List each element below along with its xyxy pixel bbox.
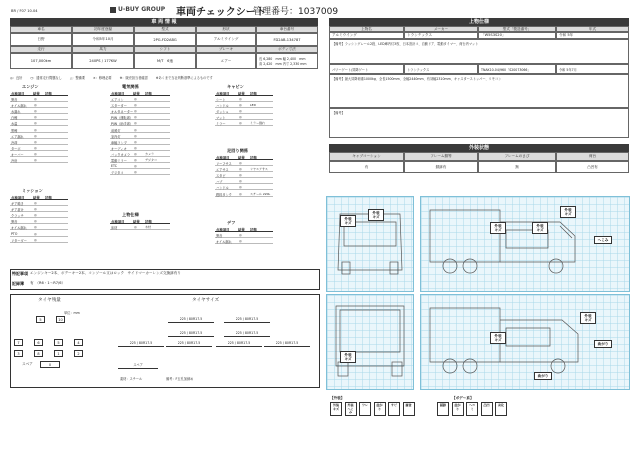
- electric-item-name: P/W（助手席）: [111, 122, 134, 127]
- other-item-name: 異音: [216, 234, 223, 238]
- electric-item-result: ◎: [134, 121, 137, 126]
- vehicle-info-title: 車 両 情 報: [10, 18, 318, 26]
- key-item: 曲がり: [452, 402, 464, 416]
- tyre-unit: 単位：mm: [64, 311, 80, 315]
- mission-item-result: ◎: [34, 219, 37, 224]
- col-item-header: 点検項目: [111, 92, 125, 96]
- cabin-item-result: ◎: [239, 115, 242, 120]
- electric-item-name: 前照灯: [111, 128, 121, 133]
- tag-label: 外装: [344, 217, 352, 221]
- tyre-size: 225 / 80R17.5: [224, 330, 270, 337]
- undercarriage-item-result: ◎: [239, 161, 242, 165]
- exterior-header: フレーム錆等: [404, 152, 478, 161]
- tag-sublabel: キズ: [536, 228, 544, 233]
- wheel-material: 素材：スチール: [120, 377, 143, 381]
- damage-tag-side-bottom: [490, 332, 506, 344]
- damage-tag-bottom-curve: 曲がり: [594, 340, 612, 348]
- electric-item-result: ◎: [134, 139, 137, 144]
- col-result-header: 結果: [33, 196, 40, 200]
- cabin-item-result: ◎: [239, 97, 242, 101]
- electric-item-name: デジタコ: [111, 171, 124, 176]
- key-item: 外装キズ: [330, 402, 342, 416]
- undercarriage-item-result: ◎: [239, 179, 242, 184]
- col-status-header: 状態: [250, 156, 257, 160]
- key-item: 外装へこみ: [345, 402, 357, 416]
- tyre-remaining-title: タイヤ残量: [38, 298, 61, 303]
- other-item-name: オイル漏れ: [216, 240, 232, 245]
- mission-item-result: ◎: [34, 207, 37, 212]
- cabin-item-name: ミラー: [216, 122, 226, 127]
- tyre-rear: 2: [74, 350, 83, 357]
- mission-item-name: クラッチ: [11, 214, 24, 219]
- mission-item-result: ◎: [34, 231, 37, 236]
- tag-sublabel: キズ: [564, 212, 572, 217]
- cabin-item-name: シート: [216, 98, 226, 102]
- management-label: 管理番号：: [253, 7, 299, 17]
- key-item: 劣化: [495, 402, 507, 416]
- electric-item-status: デジタコ: [145, 158, 157, 162]
- engine-item-name: ターボ: [11, 146, 21, 151]
- tag-label: 外装: [584, 314, 592, 318]
- vehicle-value-cell: 240PS / 177KW: [72, 53, 134, 69]
- vehicle-header-cell: 走行: [10, 46, 72, 53]
- col-status-header: 状態: [250, 92, 257, 96]
- mission-item-result: ◎: [34, 237, 37, 242]
- equip-row2-cell: パワーゲート/昇降ゲート: [329, 64, 404, 74]
- electric-item-name: オルタネーター: [111, 110, 134, 115]
- exterior-title: 外装状態: [329, 144, 629, 152]
- tyre-front-right: 10: [56, 316, 65, 323]
- engine-item-name: 黒煙: [11, 128, 18, 133]
- engine-item-name: 冷房: [11, 159, 18, 163]
- tag-label: 外装: [564, 208, 572, 212]
- equip-row1-cell: トランテックス: [404, 32, 478, 39]
- undercarriage-item-result: ◎: [239, 191, 242, 196]
- legend-repair: ×：修理必要: [93, 76, 112, 80]
- spare-value: 0: [40, 361, 60, 368]
- cabin-item-result: ◎: [239, 109, 242, 114]
- cabin-item-name: ハンドル: [216, 104, 229, 109]
- undercarriage-item-status: スチール 220L: [250, 191, 271, 196]
- col-result-header: 結果: [133, 220, 140, 224]
- damage-tag-rear-left: [340, 351, 356, 363]
- body-height-inner: 高 2,420 mm 内寸 2,330 mm: [259, 62, 307, 66]
- col-result-header: 結果: [238, 92, 245, 96]
- col-status-header: 状態: [45, 92, 52, 96]
- mission-item-name: ギア鳴き: [11, 202, 24, 206]
- col-item-header: 点検項目: [216, 92, 230, 96]
- col-result-header: 結果: [238, 228, 245, 232]
- body-length-width: 長 6,280 mm 幅 2,400 mm: [259, 57, 306, 61]
- tyre-size: 225 / 80R17.5: [118, 340, 164, 347]
- mission-item-result: ◎: [34, 201, 37, 205]
- tag-label: 外装: [372, 211, 380, 215]
- col-result-header: 結果: [238, 156, 245, 160]
- undercarriage-item-name: エアサス: [216, 168, 229, 173]
- damage-tag-front-left: [340, 215, 356, 227]
- electric-item-result: ◎: [134, 158, 137, 162]
- vehicle-header-cell: シフト: [134, 46, 196, 53]
- tag-sublabel: キズ: [372, 215, 380, 220]
- col-status-header: 状態: [250, 228, 257, 232]
- vehicle-header-cell: ボディ寸法: [256, 46, 318, 53]
- key-item: サビ: [388, 402, 400, 416]
- tyre-size: 225 / 80R17.5: [216, 340, 262, 347]
- exterior-value: 凸凹有: [556, 161, 629, 173]
- tyre-size: 225 / 80R17.5: [168, 330, 214, 337]
- equip-note1: 【備考】ラッシングレール2段、LED庫内灯3枚、日本設計コ、自動ドア、電動タイマー、荷台内マット: [329, 39, 629, 64]
- col-item-header: 点検項目: [11, 196, 25, 200]
- form-code: BR / F07 10.04: [11, 9, 38, 13]
- undercarriage-item-result: ◎: [239, 185, 242, 190]
- tyre-rear: 4: [74, 339, 83, 346]
- equip-note2: 【備考】最大昇降荷重1000kg、全長1500mm、全幅2440mm、有効幅2310mm、キャスターストッパー、リモコン: [329, 74, 629, 108]
- mission-item-name: オイル漏れ: [11, 226, 27, 231]
- col-item-header: 点検項目: [111, 220, 125, 224]
- tyre-size: 225 / 80R17.5: [224, 316, 270, 323]
- col-result-header: 結果: [133, 92, 140, 96]
- key-body-label: 【ボデー系】: [452, 396, 474, 400]
- mission-item-name: 異音: [11, 220, 18, 225]
- engine-item-result: ◎: [34, 121, 37, 126]
- undercarriage-item-name: 燃料タンク: [216, 192, 232, 197]
- electric-item-result: ◎: [134, 151, 137, 156]
- engine-item-name: オーバー: [11, 152, 24, 157]
- tag-sublabel: キズ: [584, 318, 592, 323]
- legend-confirm: ※：販売担当者確認: [119, 76, 148, 80]
- equip-header: 年式: [556, 26, 629, 32]
- vehicle-header-cell: 初年度登録: [72, 26, 134, 33]
- tag-label: 外装: [344, 353, 352, 357]
- engine-item-result: ◎: [34, 97, 37, 101]
- wheel-note: 備考：F五孔加締め: [166, 377, 194, 381]
- mission-item-name: ギア抜け: [11, 208, 24, 213]
- col-item-header: 点検項目: [11, 92, 25, 96]
- tyre-size: 225 / 80R17.5: [166, 340, 212, 347]
- vehicle-header-cell: ブレーキ: [196, 46, 256, 53]
- tyre-rear: 7: [14, 339, 23, 346]
- undercarriage-section-title: 足回り関係: [227, 148, 248, 153]
- exterior-value: 有: [329, 161, 404, 173]
- special-notes-label: 特記事項: [12, 271, 28, 276]
- other-item-result: ◎: [239, 239, 242, 244]
- exterior-header: キャブコーション: [329, 152, 404, 161]
- equip-header: メーカー: [404, 26, 478, 32]
- vehicle-value-cell: エアー: [196, 53, 256, 69]
- electric-item-result: ◎: [134, 127, 137, 132]
- engine-item-result: ◎: [34, 145, 37, 150]
- key-item: ワレ: [359, 402, 371, 416]
- mission-item-name: リターダー: [11, 238, 27, 243]
- upper-item-status: 木材: [145, 225, 152, 229]
- tyre-front-left: 5: [36, 316, 45, 323]
- electric-section-title: 電気関係: [122, 84, 139, 89]
- key-item: 錆跡: [437, 402, 449, 416]
- engine-item-result: ◎: [34, 127, 37, 132]
- legend-ok: ○：通常走行問題なし: [30, 76, 62, 80]
- tyre-rear: 6: [34, 339, 43, 346]
- electric-item-result: ◎: [134, 115, 137, 120]
- key-exterior-label: 【外装】: [330, 396, 345, 400]
- record-book-text: 有 （R6・1〜R7/6）: [30, 281, 66, 285]
- vehicle-value-cell: 2PG-FD2ABG: [134, 33, 196, 46]
- vehicle-value-cell: M/T 6速: [134, 53, 196, 69]
- tyre-size: 225 / 80R17.5: [264, 340, 310, 347]
- exterior-header: フレームのさび: [478, 152, 556, 161]
- mission-item-result: ◎: [34, 225, 37, 230]
- electric-item-name: ETC: [111, 164, 117, 169]
- electric-item-status: カメラ: [145, 151, 155, 156]
- undercarriage-item-name: スタビ: [216, 174, 226, 179]
- electric-item-result: ◎: [134, 103, 137, 108]
- other-item-result: ◎: [239, 233, 242, 237]
- vehicle-header-cell: 形状: [196, 26, 256, 33]
- electric-item-result: ◎: [134, 145, 137, 150]
- engine-item-name: オイル漏れ: [11, 104, 27, 109]
- damage-tag-side-mid: [532, 222, 548, 234]
- exterior-value: 無: [478, 161, 556, 173]
- vehicle-header-cell: 車名: [10, 26, 72, 33]
- equip-note3: 【備考】: [329, 108, 629, 138]
- tyre-size-title: タイヤサイズ: [192, 298, 220, 303]
- electric-item-name: エアコン: [111, 98, 124, 102]
- engine-item-name: 異音: [11, 98, 18, 102]
- col-result-header: 結果: [33, 92, 40, 96]
- vehicle-value-cell: FD2AB-134787: [256, 33, 318, 46]
- vehicle-value-cell: アルミウイング: [196, 33, 256, 46]
- upper-item-result: ◎: [134, 225, 137, 229]
- electric-item-result: ◎: [134, 109, 137, 114]
- engine-item-result: ◎: [34, 133, 37, 138]
- engine-item-name: エア漏れ: [11, 134, 24, 139]
- undercarriage-item-name: ハブ: [216, 180, 223, 185]
- damage-tag-side-top: [560, 206, 576, 218]
- engine-item-result: ◎: [34, 103, 37, 108]
- cabin-section-title: キャビン: [227, 84, 244, 89]
- mission-item-result: ◎: [34, 213, 37, 218]
- engine-item-name: 水温: [11, 122, 18, 127]
- vehicle-header-cell: 馬力: [72, 46, 134, 53]
- undercarriage-item-name: ハンドル: [216, 186, 229, 191]
- cabin-item-status: LED: [250, 103, 256, 108]
- engine-item-result: ◎: [34, 158, 37, 162]
- engine-item-result: ◎: [34, 115, 37, 120]
- engine-item-name: 白煙: [11, 116, 18, 121]
- tyre-rear: 8: [34, 350, 43, 357]
- equipment-title: 上物仕様: [329, 18, 629, 26]
- mission-item-name: PTO: [11, 231, 18, 236]
- equip-row2-cell: TNAK10-04/960「S20073066」: [478, 64, 556, 74]
- spare-label: スペア: [22, 362, 33, 366]
- logo-text: U-BUY GROUP: [118, 6, 166, 13]
- engine-item-name: 水漏れ: [11, 110, 21, 115]
- equip-header: 型式「製造番号」: [478, 26, 556, 32]
- key-item: ヘコミ: [466, 402, 478, 416]
- tag-sublabel: キズ: [494, 338, 502, 343]
- special-notes-text: エンジンキー2本、ボデーキー2本、コンソール又はロック サイドマーカーレンズ交換跡有り: [30, 271, 181, 275]
- electric-item-name: スターター: [111, 104, 127, 109]
- damage-tag-front-right: [368, 209, 384, 221]
- electric-item-result: ◎: [134, 170, 137, 175]
- damage-tag-rear-right: [580, 312, 596, 324]
- cabin-item-name: ダッシュ: [216, 110, 229, 115]
- vehicle-header-cell: 型式: [134, 26, 196, 33]
- col-item-header: 点検項目: [216, 228, 230, 232]
- record-book-label: 記録簿: [12, 281, 24, 286]
- page-title: 車両チェックシート: [176, 7, 266, 18]
- cabin-item-result: ◎: [239, 103, 242, 108]
- equip-row1-cell: 令和 5年: [556, 32, 629, 39]
- damage-tag-dent: へこみ: [594, 236, 612, 244]
- exterior-header: 荷台: [556, 152, 629, 161]
- col-status-header: 状態: [45, 196, 52, 200]
- mission-section-title: ミッション: [22, 188, 43, 193]
- tag-sublabel: キズ: [344, 357, 352, 362]
- legend-good: ◎：良好: [10, 76, 23, 80]
- undercarriage-item-result: ◎: [239, 173, 242, 178]
- tyre-size: 225 / 80R17.5: [168, 316, 214, 323]
- vehicle-header-cell: 車台番号: [256, 26, 318, 33]
- electric-item-name: 車幅ランプ: [111, 140, 127, 145]
- vehicle-value-cell: 日野: [10, 33, 72, 46]
- equip-row1-cell: 「W5S3S20」: [478, 32, 556, 39]
- cabin-item-name: マット: [216, 116, 226, 121]
- undercarriage-item-status: リヤエアサス: [250, 167, 268, 172]
- engine-section-title: エンジン: [22, 84, 39, 89]
- engine-item-result: ◎: [34, 151, 37, 156]
- electric-item-name: バックカメラ: [111, 152, 131, 157]
- engine-item-name: 冷却: [11, 140, 18, 145]
- damage-tag-curve: 曲がり: [534, 372, 552, 380]
- damage-tag-side-rear: [490, 222, 506, 234]
- engine-item-result: ◎: [34, 139, 37, 144]
- upper-section-title: 上物仕様: [122, 212, 139, 217]
- equip-row1-cell: アルミウイング: [329, 32, 404, 39]
- tyre-rear: 3: [14, 350, 23, 357]
- electric-item-name: 電動ミラー: [111, 159, 127, 163]
- management-value: 1037009: [298, 7, 339, 17]
- legend-note: ※あくまで当社判断基準によるものです: [155, 76, 213, 80]
- tyre-rear: 5: [54, 339, 63, 346]
- exterior-value: 錆跡有: [404, 161, 478, 173]
- tag-label: 外装: [494, 334, 502, 338]
- tag-label: 外装: [494, 224, 502, 228]
- cabin-item-status: ミラー割れ: [250, 121, 266, 126]
- undercarriage-item-name: リーフサス: [216, 162, 232, 166]
- vehicle-value-cell: 令和5年10月: [72, 33, 134, 46]
- electric-item-result: ◎: [134, 164, 137, 169]
- legend-maintain: △：整備要: [69, 76, 86, 80]
- key-item: 腐食: [403, 402, 415, 416]
- equip-header: 上物名: [329, 26, 404, 32]
- vehicle-value-cell: 107,000km: [10, 53, 72, 69]
- col-item-header: 点検項目: [216, 156, 230, 160]
- key-item: 凸凹: [481, 402, 493, 416]
- electric-item-name: P/W（運転席）: [111, 116, 134, 121]
- tyre-rear: 1: [54, 350, 63, 357]
- cabin-item-result: ◎: [239, 121, 242, 126]
- tag-sublabel: キズ: [344, 221, 352, 226]
- col-status-header: 状態: [145, 92, 152, 96]
- key-item: 曲がり: [374, 402, 386, 416]
- tag-sublabel: キズ: [494, 228, 502, 233]
- undercarriage-item-result: ◎: [239, 167, 242, 172]
- electric-item-result: ◎: [134, 97, 137, 101]
- engine-item-result: ◎: [34, 109, 37, 114]
- upper-item-name: 床材: [111, 226, 118, 230]
- col-status-header: 状態: [145, 220, 152, 224]
- equip-row2-cell: 令和 5年7月: [556, 64, 629, 74]
- equip-row2-cell: トランテックス: [404, 64, 478, 74]
- electric-item-result: ◎: [134, 133, 137, 138]
- tag-label: 外装: [536, 224, 544, 228]
- spare-size: スペア: [118, 362, 158, 369]
- other-section-title: デフ: [227, 220, 236, 225]
- electric-item-name: 室内灯: [111, 134, 121, 139]
- electric-item-name: オーディオ: [111, 146, 127, 151]
